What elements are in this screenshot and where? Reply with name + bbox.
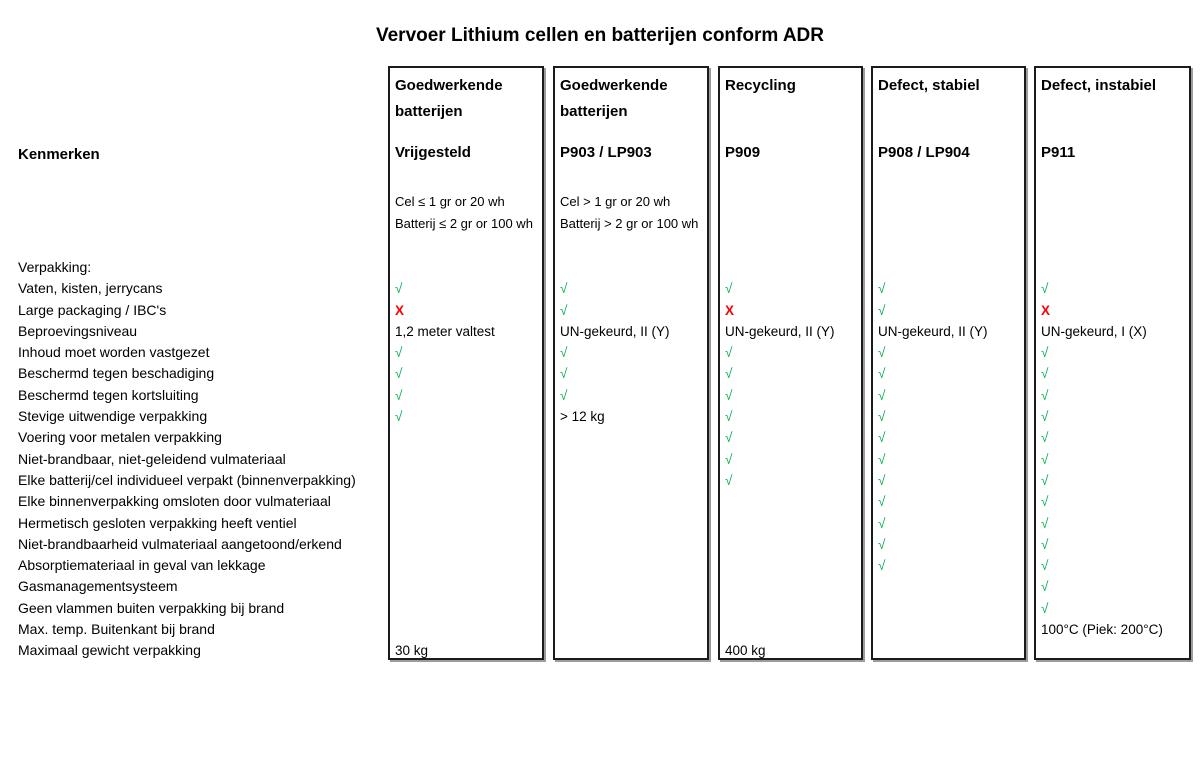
column-criteria-line: Batterij > 2 gr or 100 wh <box>560 215 699 231</box>
row-label: Niet-brandbaarheid vulmateriaal aangetoond/erkend <box>18 535 342 552</box>
column-criteria-line: Batterij ≤ 2 gr or 100 wh <box>395 215 533 231</box>
column-code: P911 <box>1041 144 1076 161</box>
check-mark: √ <box>560 281 568 297</box>
column-header: Defect, instabiel <box>1041 77 1157 94</box>
cell-text <box>725 257 859 278</box>
row-label: Elke binnenverpakking omsloten door vulmateriaal <box>18 493 331 510</box>
cell-text: UN-gekeurd, II (Y) <box>560 323 670 339</box>
cell-text <box>395 491 540 512</box>
cell-text: > 12 kg <box>560 409 605 425</box>
cell-text <box>878 257 1022 278</box>
row-label: Beschermd tegen beschadiging <box>18 365 215 382</box>
column-header: Goedwerkende batterijen <box>395 77 503 120</box>
check-mark: √ <box>1041 345 1049 361</box>
check-mark: √ <box>560 302 568 318</box>
check-mark: √ <box>878 281 886 297</box>
row-label: Verpakking: <box>18 259 92 275</box>
row-label: Voering voor metalen verpakking <box>18 429 222 446</box>
check-mark: √ <box>1041 366 1049 382</box>
cell-text: 400 kg <box>725 643 766 659</box>
cell-text <box>395 534 540 555</box>
check-mark: √ <box>725 451 733 467</box>
check-mark: √ <box>725 281 733 297</box>
row-label: Vaten, kisten, jerrycans <box>18 280 163 297</box>
cell-text <box>395 619 540 640</box>
cell-text <box>560 427 705 448</box>
check-mark: √ <box>1041 579 1049 595</box>
cell-text <box>560 598 705 619</box>
cell-text <box>395 449 540 470</box>
cell-text <box>725 555 859 576</box>
column-code: P909 <box>725 144 761 161</box>
cell-text <box>560 619 705 640</box>
cell-text <box>560 513 705 534</box>
check-mark: √ <box>1041 451 1049 467</box>
check-mark: √ <box>725 430 733 446</box>
column-code: Vrijgesteld <box>395 144 471 161</box>
cell-text <box>560 257 705 278</box>
column-cells <box>725 257 859 662</box>
row-label: Inhoud moet worden vastgezet <box>18 344 210 361</box>
cell-text <box>560 576 705 597</box>
column-p909-recycling <box>718 66 863 660</box>
column-cells <box>878 257 1022 662</box>
check-mark: √ <box>560 366 568 382</box>
check-mark: √ <box>1041 515 1049 531</box>
column-header: Goedwerkende batterijen <box>560 77 668 120</box>
cell-text: UN-gekeurd, II (Y) <box>725 323 835 339</box>
row-label: Absorptiemateriaal in geval van lekkage <box>18 557 266 574</box>
row-label: Hermetisch gesloten verpakking heeft ventiel <box>18 514 297 531</box>
check-mark: √ <box>1041 558 1049 574</box>
cell-text <box>560 449 705 470</box>
row-label: Large packaging / IBC's <box>18 301 167 318</box>
check-mark: √ <box>1041 281 1049 297</box>
check-mark: √ <box>1041 536 1049 552</box>
column-criteria <box>395 191 538 234</box>
check-mark: √ <box>1041 494 1049 510</box>
cell-text <box>878 576 1022 597</box>
cell-text <box>725 619 859 640</box>
check-mark: √ <box>1041 409 1049 425</box>
check-mark: √ <box>1041 387 1049 403</box>
cross-mark: X <box>395 302 405 318</box>
cell-text <box>395 257 540 278</box>
cross-mark: X <box>1041 302 1051 318</box>
row-label: Max. temp. Buitenkant bij brand <box>18 621 215 638</box>
check-mark: √ <box>725 387 733 403</box>
row-label: Geen vlammen buiten verpakking bij brand <box>18 599 285 616</box>
check-mark: √ <box>878 536 886 552</box>
check-mark: √ <box>725 409 733 425</box>
check-mark: √ <box>560 387 568 403</box>
cell-text <box>395 598 540 619</box>
column-header: Recycling <box>725 77 796 94</box>
cell-text <box>725 491 859 512</box>
check-mark: √ <box>1041 472 1049 488</box>
cell-text <box>395 555 540 576</box>
row-label: Stevige uitwendige verpakking <box>18 408 208 425</box>
kenmerken-label: Kenmerken <box>18 146 100 163</box>
check-mark: √ <box>395 281 403 297</box>
check-mark: √ <box>878 409 886 425</box>
row-label: Beproevingsniveau <box>18 322 138 339</box>
check-mark: √ <box>878 366 886 382</box>
check-mark: √ <box>395 345 403 361</box>
column-p911 <box>1034 66 1191 660</box>
cell-text <box>560 555 705 576</box>
column-criteria-line: Cel ≤ 1 gr or 20 wh <box>395 194 505 209</box>
check-mark: √ <box>725 345 733 361</box>
check-mark: √ <box>878 494 886 510</box>
row-label: Beschermd tegen kortsluiting <box>18 386 199 403</box>
column-cells <box>560 257 705 662</box>
column-p903-lp903 <box>553 66 709 660</box>
column-criteria-line: Cel > 1 gr or 20 wh <box>560 194 671 209</box>
cell-text <box>725 598 859 619</box>
check-mark: √ <box>878 472 886 488</box>
cell-text <box>395 576 540 597</box>
column-header: Defect, stabiel <box>878 77 980 94</box>
cell-text <box>878 598 1022 619</box>
row-label: Elke batterij/cel individueel verpakt (binnenverpakking) <box>18 471 356 488</box>
cell-text: 30 kg <box>395 643 429 659</box>
check-mark: √ <box>725 472 733 488</box>
cell-text <box>1041 257 1187 278</box>
column-cells <box>1041 257 1187 662</box>
check-mark: √ <box>560 345 568 361</box>
column-vrijgesteld <box>388 66 544 660</box>
cell-text <box>560 470 705 491</box>
check-mark: √ <box>878 451 886 467</box>
row-label: Niet-brandbaar, niet-geleidend vulmateriaal <box>18 450 286 467</box>
cell-text <box>560 640 705 661</box>
check-mark: √ <box>395 366 403 382</box>
cell-text <box>725 576 859 597</box>
check-mark: √ <box>878 430 886 446</box>
cell-text <box>395 513 540 534</box>
row-labels <box>18 257 356 662</box>
check-mark: √ <box>395 409 403 425</box>
cell-text: UN-gekeurd, I (X) <box>1041 323 1147 339</box>
check-mark: √ <box>878 302 886 318</box>
check-mark: √ <box>1041 430 1049 446</box>
cell-text: 1,2 meter valtest <box>395 323 495 339</box>
cell-text <box>1041 640 1187 661</box>
column-criteria <box>560 191 703 234</box>
cell-text <box>725 513 859 534</box>
cell-text <box>560 534 705 555</box>
cell-text <box>878 619 1022 640</box>
column-p908-lp904 <box>871 66 1026 660</box>
check-mark: √ <box>878 558 886 574</box>
cell-text <box>560 491 705 512</box>
check-mark: √ <box>725 366 733 382</box>
cell-text: 100°C (Piek: 200°C) <box>1041 622 1163 638</box>
cell-text <box>725 534 859 555</box>
row-label: Gasmanagementsysteem <box>18 578 178 595</box>
row-label: Maximaal gewicht verpakking <box>18 642 201 659</box>
cell-text <box>395 470 540 491</box>
page-title: Vervoer Lithium cellen en batterijen conform ADR <box>375 25 824 46</box>
column-cells <box>395 257 540 662</box>
cell-text <box>395 427 540 448</box>
cell-text: UN-gekeurd, II (Y) <box>878 323 988 339</box>
cell-text <box>878 640 1022 661</box>
check-mark: √ <box>878 345 886 361</box>
check-mark: √ <box>878 387 886 403</box>
check-mark: √ <box>395 387 403 403</box>
check-mark: √ <box>1041 600 1049 616</box>
cross-mark: X <box>725 302 735 318</box>
column-code: P903 / LP903 <box>560 144 652 161</box>
check-mark: √ <box>878 515 886 531</box>
column-code: P908 / LP904 <box>878 144 970 161</box>
